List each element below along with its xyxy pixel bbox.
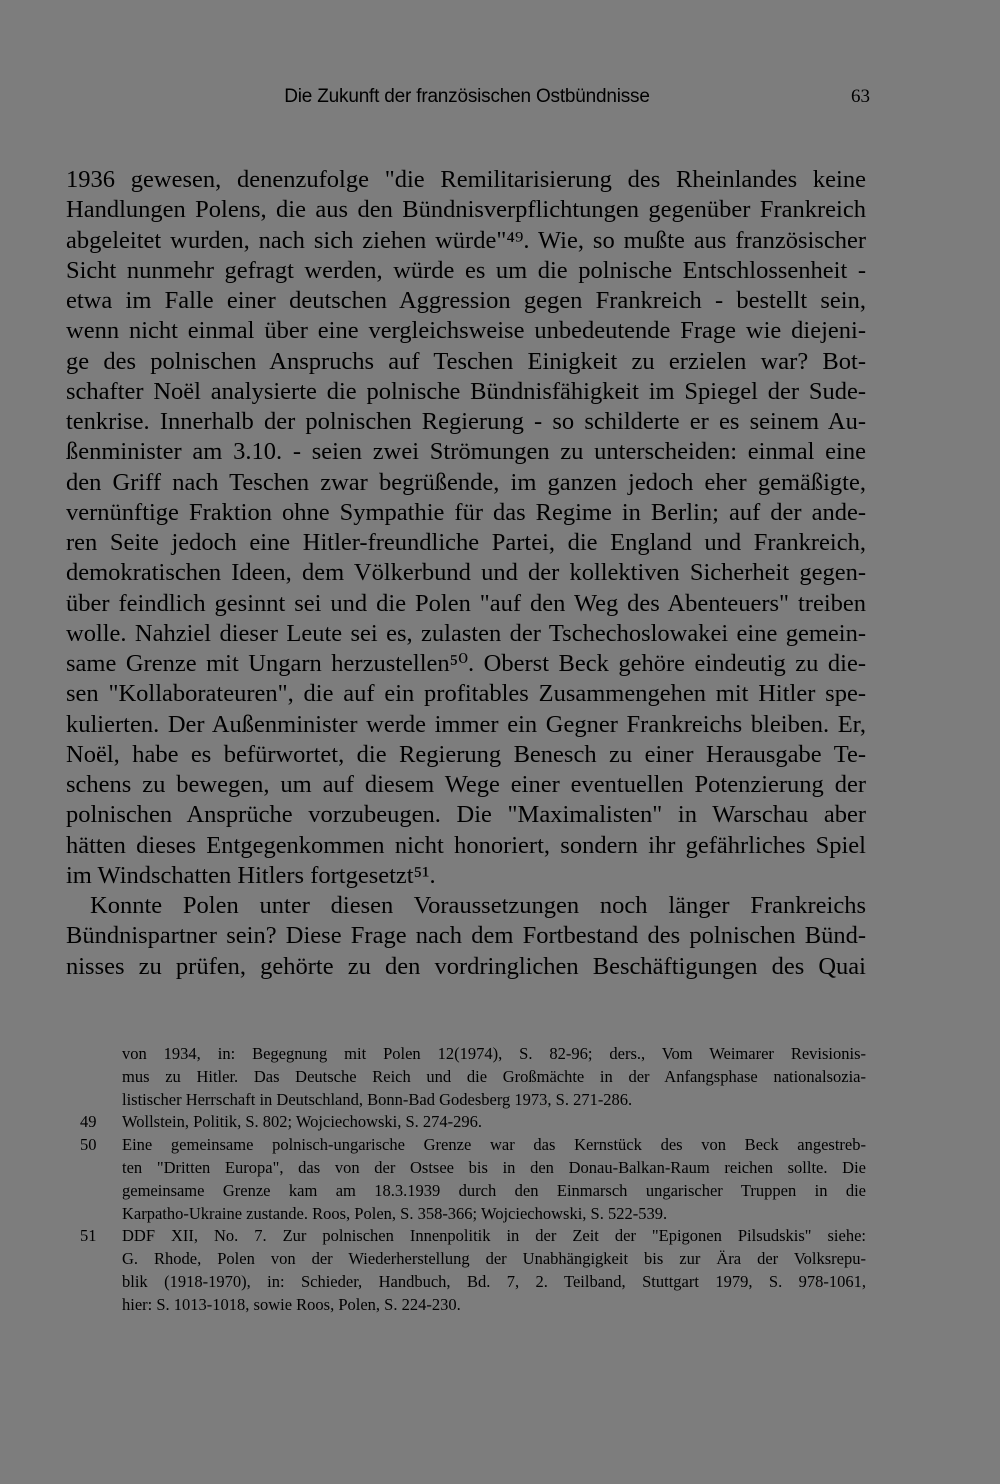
footnote-line: hier: S. 1013-1018, sowie Roos, Polen, S. 224-230. — [122, 1294, 461, 1314]
footnote-number: 51 — [80, 1226, 97, 1246]
text-line: etwa im Falle einer deutschen Aggression gegen Frankreich - bestellt sein, — [66, 287, 866, 314]
text-line: sen "Kollaborateuren", die auf ein profitables Zusammengehen mit Hitler spe- — [66, 680, 866, 708]
footnote-text: Eine gemeinsame polnisch-ungarische Grenze war das Kernstück des von Beck angestreb- — [122, 1135, 866, 1155]
footnote-text: DDF XII, No. 7. Zur polnischen Innenpolitik in der Zeit der "Epigonen Pilsudskis" siehe: — [122, 1226, 866, 1246]
text-line: wolle. Nahziel dieser Leute sei es, zulasten der Tschechoslowakei eine gemein- — [66, 619, 866, 647]
text-line: 1936 gewesen, denenzufolge "die Remilitarisierung des Rheinlandes keine — [66, 166, 866, 193]
footnote-line: G. Rhode, Polen von der Wiederherstellung der Unabhängigkeit bis zur Ära der Volksrepu- — [122, 1249, 866, 1269]
footnote-number: 50 — [80, 1135, 97, 1155]
text-line: schens zu bewegen, um auf diesem Wege einer eventuellen Potenzierung der — [66, 771, 866, 798]
footnote-line: listischer Herrschaft in Deutschland, Bonn-Bad Godesberg 1973, S. 271-286. — [122, 1089, 633, 1109]
text-line: ßenminister am 3.10. - seien zwei Strömungen zu unterscheiden: einmal eine — [66, 438, 866, 466]
text-line: ge des polnischen Anspruchs auf Teschen Einigkeit zu erzielen war? Bot- — [66, 347, 866, 375]
footnote-line: mus zu Hitler. Das Deutsche Reich und die Großmächte in der Anfangsphase nationalsozia- — [122, 1066, 866, 1086]
text-line: polnischen Ansprüche vorzubeugen. Die "Maximalisten" in Warschau aber — [66, 801, 866, 829]
text-line: Noël, habe es befürwortet, die Regierung Benesch zu einer Herausgabe Te- — [66, 740, 866, 768]
footnote-line: ten "Dritten Europa", das von der Ostsee bis in den Donau-Balkan-Raum reichen sollte. Die — [122, 1157, 866, 1177]
text-line: Konnte Polen unter diesen Voraussetzungen noch länger Frankreichs — [90, 892, 866, 919]
text-line: über feindlich gesinnt sei und die Polen "auf den Weg des Abenteuers" treiben — [66, 589, 866, 617]
text-line: Handlungen Polens, die aus den Bündnisverpflichtungen gegenüber Frankreich — [66, 196, 866, 224]
text-line: im Windschatten Hitlers fortgesetzt⁵¹. — [66, 861, 436, 889]
text-line: Bündnispartner sein? Diese Frage nach dem Fortbestand des polnischen Bünd- — [66, 922, 866, 950]
text-line: vernünftige Fraktion ohne Sympathie für das Regime in Berlin; auf der ande- — [66, 498, 866, 526]
text-line: same Grenze mit Ungarn herzustellen⁵⁰. Oberst Beck gehöre eindeutig zu die- — [66, 650, 866, 677]
page-number: 63 — [851, 86, 870, 107]
footnote-line: Karpatho-Ukraine zustande. Roos, Polen, S. 358-366; Wojciechowski, S. 522-539. — [122, 1203, 668, 1223]
text-line: Sicht nunmehr gefragt werden, würde es um die polnische Entschlossenheit - — [66, 256, 866, 284]
footnote-line — [80, 1225, 866, 1248]
footnote-text: Wollstein, Politik, S. 802; Wojciechowski, S. 274-296. — [122, 1112, 483, 1132]
footnote-line: gemeinsame Grenze kam am 18.3.1939 durch den Einmarsch ungarischer Truppen in die — [122, 1180, 866, 1200]
footnote-line: von 1934, in: Begegnung mit Polen 12(1974), S. 82-96; ders., Vom Weimarer Revisionis- — [122, 1044, 866, 1063]
footnote-line: blik (1918-1970), in: Schieder, Handbuch, Bd. 7, 2. Teilband, Stuttgart 1979, S. 978-1061, — [122, 1271, 866, 1291]
text-line: ren Seite jedoch eine Hitler-freundliche Partei, die England und Frankreich, — [66, 529, 866, 556]
text-line: nisses zu prüfen, gehörte zu den vordringlichen Beschäftigungen des Quai — [66, 952, 866, 980]
footnote-line — [80, 1134, 866, 1157]
text-line: schafter Noël analysierte die polnische Bündnisfähigkeit im Spiegel der Sude- — [66, 377, 866, 405]
text-line: demokratischen Ideen, dem Völkerbund und der kollektiven Sicherheit gegen- — [66, 559, 866, 587]
main-text — [66, 165, 866, 982]
text-line: hätten dieses Entgegenkommen nicht honoriert, sondern ihr gefährliches Spiel — [66, 831, 866, 859]
footnote-number: 49 — [80, 1112, 97, 1132]
footnote-line — [80, 1111, 866, 1134]
text-line: kulierten. Der Außenminister werde immer ein Gegner Frankreichs bleiben. Er, — [66, 710, 866, 738]
text-line: abgeleitet wurden, nach sich ziehen würde"⁴⁹. Wie, so mußte aus französischer — [66, 226, 866, 254]
text-line: tenkrise. Innerhalb der polnischen Regierung - so schilderte er es seinem Au- — [66, 408, 866, 435]
text-line: wenn nicht einmal über eine vergleichsweise unbedeutende Frage wie diejeni- — [66, 317, 866, 345]
footnotes — [80, 1043, 866, 1317]
running-header-title: Die Zukunft der französischen Ostbündnisse — [284, 86, 650, 107]
text-line: den Griff nach Teschen zwar begrüßende, im ganzen jedoch eher gemäßigte, — [66, 468, 866, 496]
